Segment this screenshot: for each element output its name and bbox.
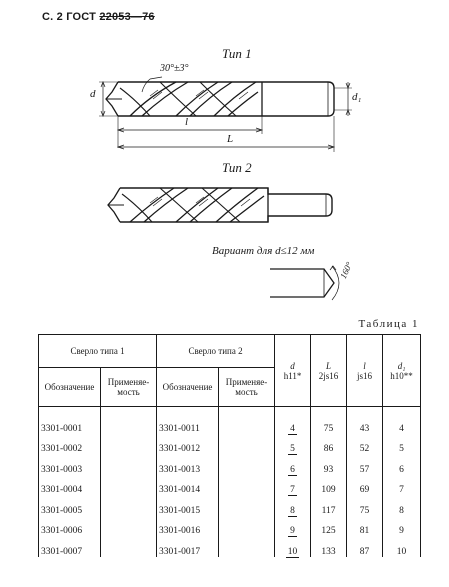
col-l-header xyxy=(347,335,383,407)
type1-code: 3301-0004 xyxy=(39,475,101,496)
d1-value: 7 xyxy=(383,475,421,496)
type1-code: 3301-0002 xyxy=(39,434,101,455)
header-prefix: С. 2 ГОСТ xyxy=(42,11,100,23)
tip-angle-label: 160° xyxy=(338,260,355,281)
l-value: 81 xyxy=(347,516,383,537)
dim-d-label: d xyxy=(90,88,96,100)
table-row xyxy=(39,495,421,516)
col-L-header xyxy=(311,335,347,407)
d-value: 6 xyxy=(275,454,311,475)
d-value: 7 xyxy=(275,475,311,496)
type2-applicability xyxy=(219,407,275,434)
col-L-symbol: L xyxy=(326,360,332,371)
d1-value: 6 xyxy=(383,454,421,475)
table-row xyxy=(39,475,421,496)
col-d1-tolerance: h10** xyxy=(390,370,413,381)
type2-label: Тип 2 xyxy=(222,160,252,175)
type2-applicability xyxy=(219,434,275,455)
col-applicability-type1: Применяе-мость xyxy=(101,368,157,407)
col-applicability-type2: Применяе-мость xyxy=(219,368,275,407)
type2-code: 3301-0017 xyxy=(157,536,219,557)
dim-d1-label: d₁ xyxy=(352,91,362,103)
type2-applicability xyxy=(219,454,275,475)
variant-shank xyxy=(270,266,339,300)
type1-code: 3301-0006 xyxy=(39,516,101,537)
dim-L-label: L xyxy=(227,133,234,145)
l-value: 43 xyxy=(347,407,383,434)
type1-code: 3301-0001 xyxy=(39,407,101,434)
col-L-tolerance: 2js16 xyxy=(318,370,339,381)
d-value: 8 xyxy=(275,495,311,516)
table-row xyxy=(39,454,421,475)
d-value: 5 xyxy=(275,434,311,455)
l-value: 69 xyxy=(347,475,383,496)
table-row xyxy=(39,407,421,434)
type2-applicability xyxy=(219,475,275,496)
l-value: 87 xyxy=(347,536,383,557)
type2-code: 3301-0012 xyxy=(157,434,219,455)
l-value: 52 xyxy=(347,434,383,455)
type2-applicability xyxy=(219,536,275,557)
standard-number: 22053—76 xyxy=(99,11,155,23)
type1-applicability xyxy=(101,407,157,434)
type1-applicability xyxy=(101,495,157,516)
col-d-header xyxy=(275,335,311,407)
type2-code: 3301-0014 xyxy=(157,475,219,496)
type1-drill xyxy=(99,77,352,152)
angle-label: 30°±3° xyxy=(160,63,189,74)
type1-applicability xyxy=(101,454,157,475)
dim-l-label: l xyxy=(185,116,189,128)
variant-label: Вариант для d≤12 мм xyxy=(212,245,315,257)
col-d-tolerance: h11* xyxy=(283,370,302,381)
col-d1-symbol: d₁ xyxy=(397,360,406,371)
d1-value: 9 xyxy=(383,516,421,537)
table-caption: Таблица 1 xyxy=(358,318,419,330)
l-value: 57 xyxy=(347,454,383,475)
type2-applicability xyxy=(219,495,275,516)
type1-applicability xyxy=(101,536,157,557)
type2-code: 3301-0011 xyxy=(157,407,219,434)
col-d1-header xyxy=(383,335,421,407)
type2-code: 3301-0016 xyxy=(157,516,219,537)
type1-code: 3301-0007 xyxy=(39,536,101,557)
d1-value: 10 xyxy=(383,536,421,557)
l-value: 75 xyxy=(347,495,383,516)
col-designation-type1: Обозначение xyxy=(39,368,101,407)
L-value: 93 xyxy=(311,454,347,475)
d-value: 4 xyxy=(275,407,311,434)
col-l-symbol: l xyxy=(363,360,366,371)
col-designation-type2: Обозначение xyxy=(157,368,219,407)
type1-applicability xyxy=(101,516,157,537)
type1-applicability xyxy=(101,475,157,496)
type1-label: Тип 1 xyxy=(222,46,252,61)
d-value: 9 xyxy=(275,516,311,537)
L-value: 117 xyxy=(311,495,347,516)
group-type2-header: Сверло типа 2 xyxy=(157,335,275,368)
L-value: 75 xyxy=(311,407,347,434)
table-row xyxy=(39,516,421,537)
d1-value: 4 xyxy=(383,407,421,434)
type1-applicability xyxy=(101,434,157,455)
type2-code: 3301-0015 xyxy=(157,495,219,516)
col-l-tolerance: js16 xyxy=(357,370,373,381)
group-type1-header: Сверло типа 1 xyxy=(39,335,157,368)
drill-spec-table xyxy=(38,334,421,557)
d-value: 10 xyxy=(275,536,311,557)
type2-code: 3301-0013 xyxy=(157,454,219,475)
L-value: 86 xyxy=(311,434,347,455)
L-value: 109 xyxy=(311,475,347,496)
type1-code: 3301-0005 xyxy=(39,495,101,516)
type1-code: 3301-0003 xyxy=(39,454,101,475)
table-row xyxy=(39,434,421,455)
d1-value: 8 xyxy=(383,495,421,516)
col-d-symbol: d xyxy=(290,360,295,371)
d1-value: 5 xyxy=(383,434,421,455)
type2-applicability xyxy=(219,516,275,537)
table-row xyxy=(39,536,421,557)
type2-drill xyxy=(108,188,332,222)
L-value: 133 xyxy=(311,536,347,557)
L-value: 125 xyxy=(311,516,347,537)
